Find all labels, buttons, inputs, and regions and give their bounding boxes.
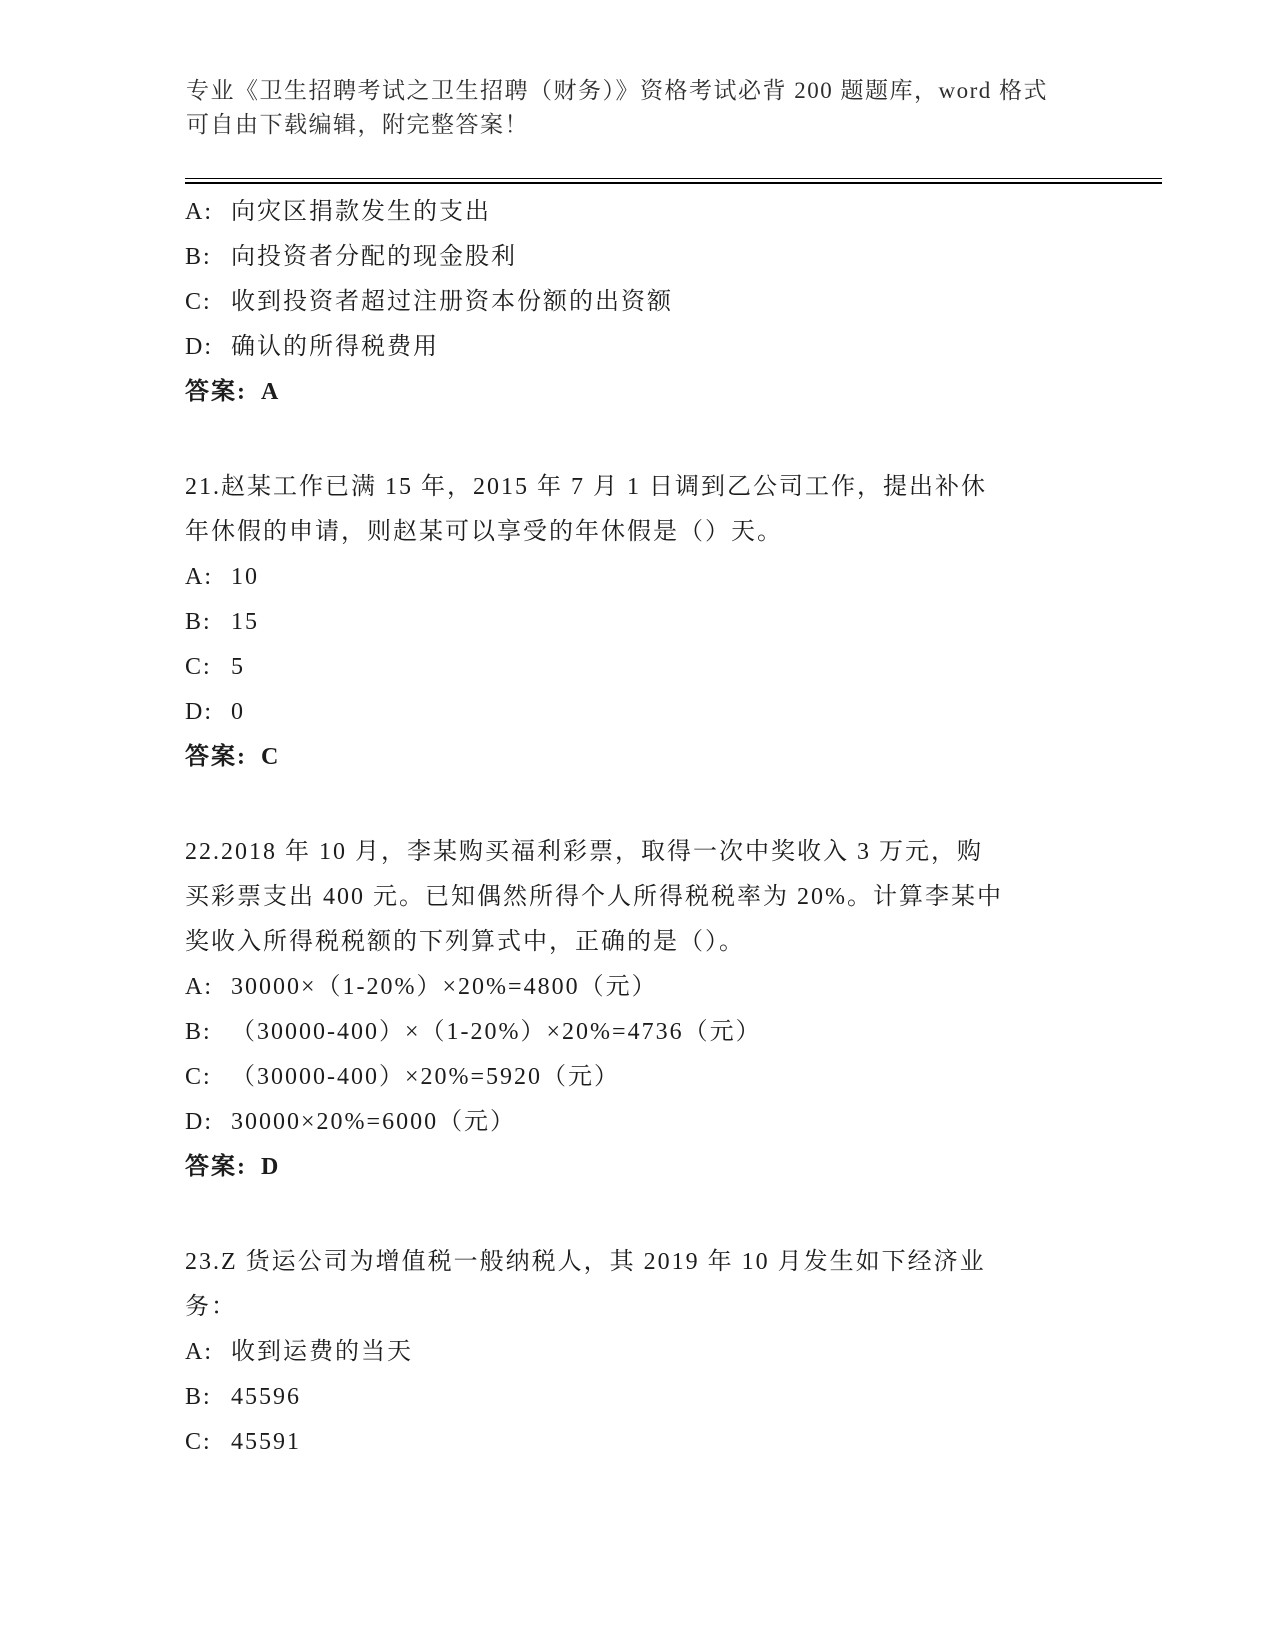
option-text: 15 [231, 609, 259, 635]
option-label: C: [185, 1064, 212, 1090]
option-row [185, 190, 1185, 235]
question-line: 买彩票支出 400 元。已知偶然所得个人所得税税率为 20%。计算李某中 [185, 884, 1003, 910]
option-row [185, 600, 1185, 645]
option-text: 确认的所得税费用 [231, 334, 439, 360]
question-block [185, 1240, 1185, 1465]
option-label: A: [185, 974, 213, 1000]
answer-value: A [261, 379, 281, 405]
option-row [185, 555, 1185, 600]
option-label: C: [185, 1429, 212, 1455]
option-row [185, 1010, 1185, 1055]
option-label: D: [185, 1109, 213, 1135]
question-line: 奖收入所得税税额的下列算式中，正确的是（）。 [185, 929, 745, 955]
option-text: （30000-400）×20%=5920（元） [231, 1064, 621, 1090]
answer-value: D [261, 1154, 281, 1180]
header-rule [185, 178, 1162, 184]
page-header [186, 74, 1048, 142]
question-line: 年休假的申请，则赵某可以享受的年休假是（）天。 [185, 519, 783, 545]
option-text: 向投资者分配的现金股利 [231, 244, 517, 270]
option-text: 30000×20%=6000（元） [231, 1109, 517, 1135]
answer-label: 答案: [185, 744, 247, 770]
answer-row [185, 370, 1185, 415]
option-label: B: [185, 1019, 212, 1045]
answer-label: 答案: [185, 379, 247, 405]
option-row [185, 280, 1185, 325]
question-line: 22.2018 年 10 月，李某购买福利彩票，取得一次中奖收入 3 万元，购 [185, 839, 983, 865]
option-text: 45591 [231, 1429, 301, 1455]
option-label: B: [185, 244, 212, 270]
option-label: A: [185, 564, 213, 590]
question-block [185, 190, 1185, 415]
header-line: 可自由下载编辑，附完整答案！ [186, 112, 529, 137]
option-row [185, 965, 1185, 1010]
option-text: 收到运费的当天 [231, 1339, 413, 1365]
option-row [185, 325, 1185, 370]
option-label: C: [185, 289, 212, 315]
option-row [185, 645, 1185, 690]
option-label: D: [185, 699, 213, 725]
option-list [185, 1330, 1185, 1465]
question-text [185, 465, 1185, 555]
answer-value: C [261, 744, 281, 770]
option-row [185, 1330, 1185, 1375]
question-block [185, 830, 1185, 1190]
option-row [185, 1420, 1185, 1465]
answer-label: 答案: [185, 1154, 247, 1180]
question-line: 21.赵某工作已满 15 年，2015 年 7 月 1 日调到乙公司工作，提出补休 [185, 474, 987, 500]
option-label: B: [185, 609, 212, 635]
option-row [185, 690, 1185, 735]
option-label: B: [185, 1384, 212, 1410]
option-text: （30000-400）×（1-20%）×20%=4736（元） [231, 1019, 762, 1045]
option-row [185, 1375, 1185, 1420]
option-list [185, 190, 1185, 370]
option-label: D: [185, 334, 213, 360]
question-line: 务： [185, 1294, 237, 1320]
option-text: 向灾区捐款发生的支出 [231, 199, 491, 225]
question-line: 23.Z 货运公司为增值税一般纳税人，其 2019 年 10 月发生如下经济业 [185, 1249, 986, 1275]
option-row [185, 1100, 1185, 1145]
option-list [185, 555, 1185, 735]
option-text: 收到投资者超过注册资本份额的出资额 [231, 289, 673, 315]
option-text: 30000×（1-20%）×20%=4800（元） [231, 974, 658, 1000]
document-body [185, 190, 1185, 1465]
answer-row [185, 1145, 1185, 1190]
option-row [185, 235, 1185, 280]
option-text: 10 [231, 564, 259, 590]
option-list [185, 965, 1185, 1145]
question-text [185, 1240, 1185, 1330]
option-text: 45596 [231, 1384, 301, 1410]
option-text: 5 [231, 654, 245, 680]
option-row [185, 1055, 1185, 1100]
option-label: A: [185, 1339, 213, 1365]
option-label: C: [185, 654, 212, 680]
option-label: A: [185, 199, 213, 225]
question-text [185, 830, 1185, 965]
option-text: 0 [231, 699, 245, 725]
question-block [185, 465, 1185, 780]
answer-row [185, 735, 1185, 780]
header-line: 专业《卫生招聘考试之卫生招聘（财务）》资格考试必背 200 题题库，word 格式 [186, 78, 1049, 103]
